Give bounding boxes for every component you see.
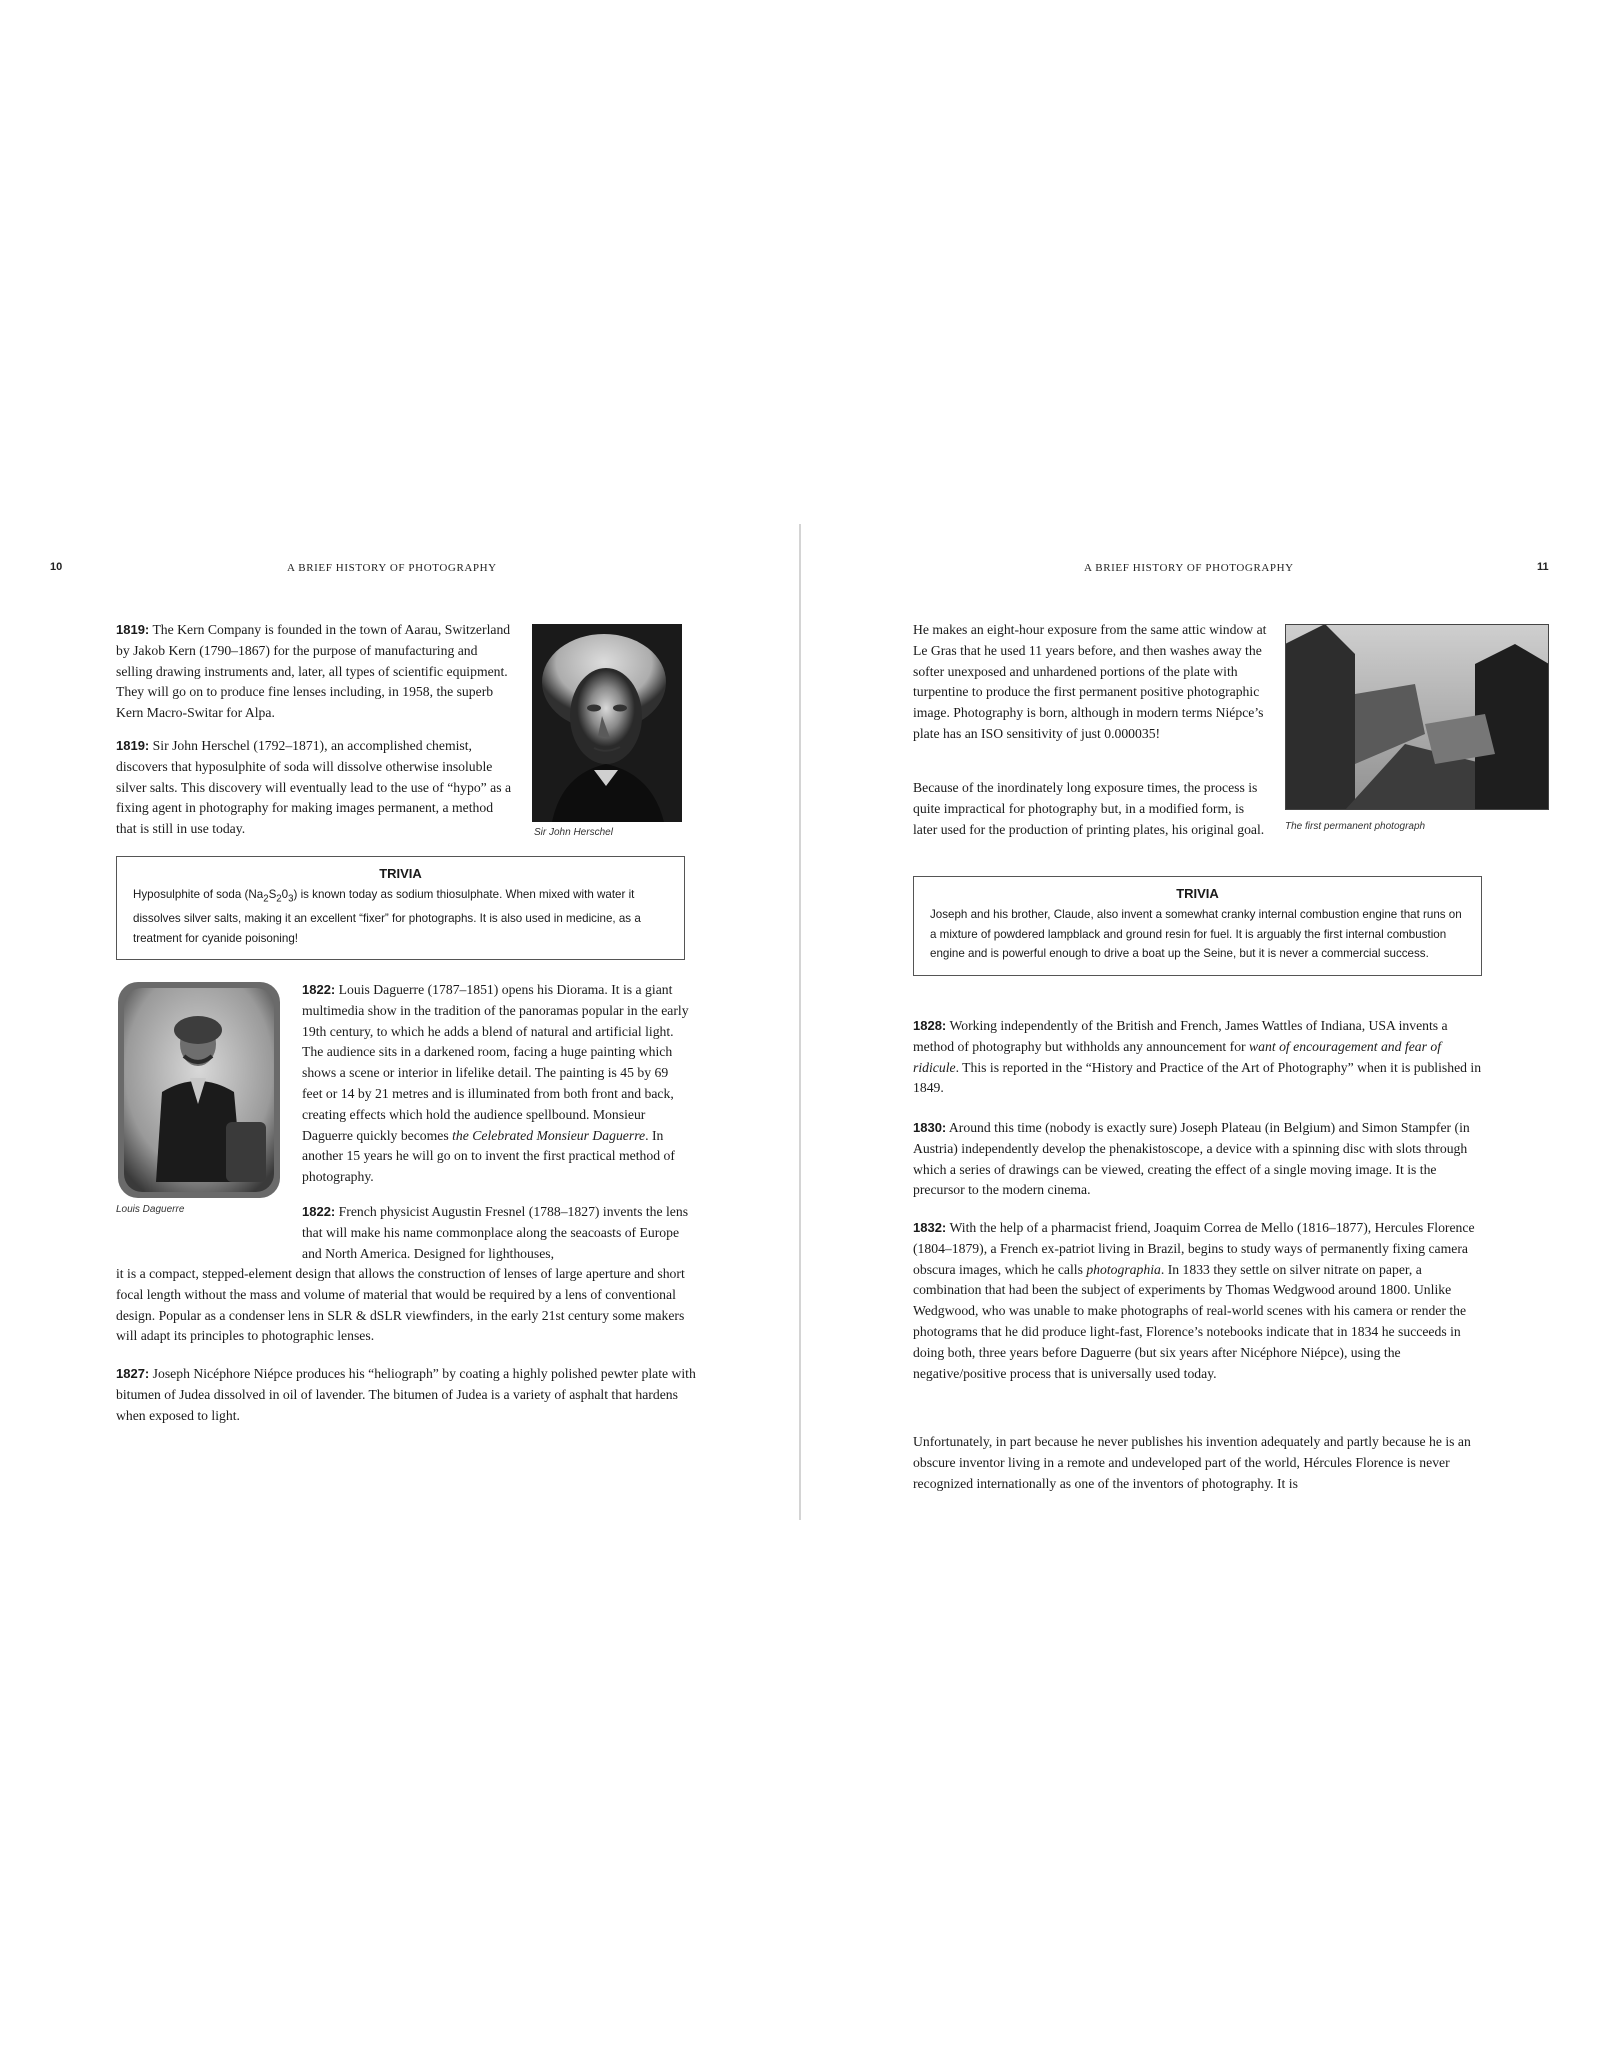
trivia-text: Hyposulphite of soda $(Na_2S_20_3)$ is known today as sodium thiosulphate. When mixed with water it dissolves silver salts, making it an excellent “fixer” for photographs. It is also used in medicine, as a treatment for cyanide poisoning! [133, 888, 641, 945]
entry-year: 1830: [913, 1120, 947, 1135]
entry-1830-plateau: 1830: Around this time (nobody is exactly sure) Joseph Plateau (in Belgium) and Simon Stampfer (in Austria) independently develop the phenakistoscope, a device with a spinning disc with slots through which a series of drawings can be viewed, creating the effect of a single moving image. It is the precursor to the modern cinema. [913, 1120, 1470, 1198]
herschel-portrait [532, 624, 682, 822]
page-number-left: 10 [50, 561, 63, 573]
running-head-right: A BRIEF HISTORY OF PHOTOGRAPHY [1084, 562, 1294, 574]
entry-1827-niepce: 1827: Joseph Nicéphore Niépce produces his “heliograph” by coating a highly polished pewter plate with bitumen of Judea dissolved in oil of lavender. The bitumen of Judea is a variety of asphalt that hardens when exposed to light. [116, 1366, 696, 1423]
entry-text: Sir John Herschel (1792–1871), an accomplished chemist, discovers that hyposulphite of soda will dissolve otherwise insoluble silver salts. This discovery will eventually lead to the use of “hypo” as a fixing agent in photography for making images permanent, a method that is still in use today. [116, 738, 512, 837]
daguerre-portrait [118, 982, 280, 1198]
trivia-box-right [913, 876, 1482, 976]
entry-1819-kern [116, 620, 512, 738]
entry-1828-wattles: 1828: Working independently of the British and French, James Wattles of Indiana, USA invents a method of photography but withholds any announcement for want of encouragement and fear of ridicule. This is reported in the “History and Practice of the Art of Photography” when it is published in 1849. [913, 1018, 1482, 1096]
entry-year: 1827: [116, 1366, 150, 1381]
trivia-title: TRIVIA [1176, 886, 1219, 901]
entry-1819-herschel [116, 736, 512, 854]
first-photograph-caption: The first permanent photograph [1285, 821, 1426, 832]
closing-paragraph: Unfortunately, in part because he never publishes his invention adequately and partly because he is an obscure inventor living in a remote and undeveloped part of the world, Hércules Florence is never recognized internationally as one of the inventors of photography. It is [913, 1434, 1471, 1491]
first-photograph [1285, 624, 1549, 810]
intro-paragraph-1: He makes an eight-hour exposure from the same attic window at Le Gras that he used 11 years before, and then washes away the softer unexposed and unhardened portions of the plate with turpentine to produce the first permanent positive photographic image. Photography is born, although in modern terms Niépce’s plate has an ISO sensitivity of just 0.000035! [913, 622, 1267, 741]
running-head-left: A BRIEF HISTORY OF PHOTOGRAPHY [287, 562, 497, 574]
entry-year: 1822: [302, 1204, 336, 1219]
entry-year: 1828: [913, 1018, 947, 1033]
first-photograph-image [1285, 624, 1549, 810]
trivia-text: Joseph and his brother, Claude, also invent a somewhat cranky internal combustion engine that runs on a mixture of powdered lampblack and ground resin for fuel. It is arguably the first internal combustion engine and is powerful enough to drive a boat up the Seine, but it is never a commercial success. [930, 908, 1462, 961]
trivia-title: TRIVIA [379, 866, 422, 881]
entry-year: 1819: [116, 622, 150, 637]
intro-paragraph-2: Because of the inordinately long exposure times, the process is quite impractical for photography but, in a modified form, is later used for the production of printing plates, his original goal. [913, 780, 1265, 837]
entry-1822-fresnel-top: 1822: French physicist Augustin Fresnel (1788–1827) invents the lens that will make his name commonplace along the seacoasts of Europe and North America. Designed for lighthouses, [302, 1204, 689, 1261]
daguerre-portrait-image [118, 982, 280, 1198]
daguerre-caption: Louis Daguerre [116, 1204, 185, 1215]
entry-1832-florence: 1832: With the help of a pharmacist friend, Joaquim Correa de Mello (1816–1877), Hercules Florence (1804–1879), a French ex-patriot living in Brazil, begins to study ways of permanently fixing camera obscura images, which he calls photographia. In 1833 they settle on silver nitrate on paper, a combination that had been the subject of experiments by Thomas Wedgwood around 1800. Unlike Wedgwood, who was unable to make photographs of real-world scenes with his camera or render the photograms that he did produce light-fast, Florence’s notebooks indicate that in 1834 he succeeds in doing both, three years before Daguerre (but six years after Nicéphore Niépce), using the negative/positive process that is universally used today. [913, 1220, 1475, 1381]
entry-year: 1832: [913, 1220, 947, 1235]
book-gutter [799, 524, 801, 1520]
entry-year: 1822: [302, 982, 336, 997]
trivia-box-left [116, 856, 685, 960]
entry-1822-daguerre: 1822: Louis Daguerre (1787–1851) opens his Diorama. It is a giant multimedia show in the tradition of the panoramas popular in the early 19th century, to which he adds a blend of natural and artificial light. The audience sits in a darkened room, facing a huge painting which shows a scene or interior in lifelike detail. The painting is 45 by 69 feet or 14 by 21 metres and is illuminated from both front and back, creating effects which hold the audience spellbound. Monsieur Daguerre quickly becomes the Celebrated Monsieur Daguerre. In another 15 years he will go on to invent the first practical method of photography. [302, 982, 689, 1185]
herschel-portrait-image [532, 624, 682, 822]
entry-year: 1819: [116, 738, 150, 753]
entry-1822-fresnel-rest: it is a compact, stepped-element design that allows the construction of lenses of large aperture and short focal length without the mass and volume of material that would be required by a lens of conventional design. Popular as a condenser lens in SLR & dSLR viewfinders, in the early 21st century some makers will adapt its principles to photographic lenses. [116, 1266, 685, 1344]
page-number-right: 11 [1537, 561, 1549, 573]
entry-text: The Kern Company is founded in the town of Aarau, Switzerland by Jakob Kern (1790–1867) for the purpose of manufacturing and selling drawing instruments and, later, all types of scientific equipment. They will go on to produce fine lenses including, in 1958, the superb Kern Macro-Switar for Alpa. [116, 622, 511, 721]
herschel-caption: Sir John Herschel [534, 827, 613, 838]
